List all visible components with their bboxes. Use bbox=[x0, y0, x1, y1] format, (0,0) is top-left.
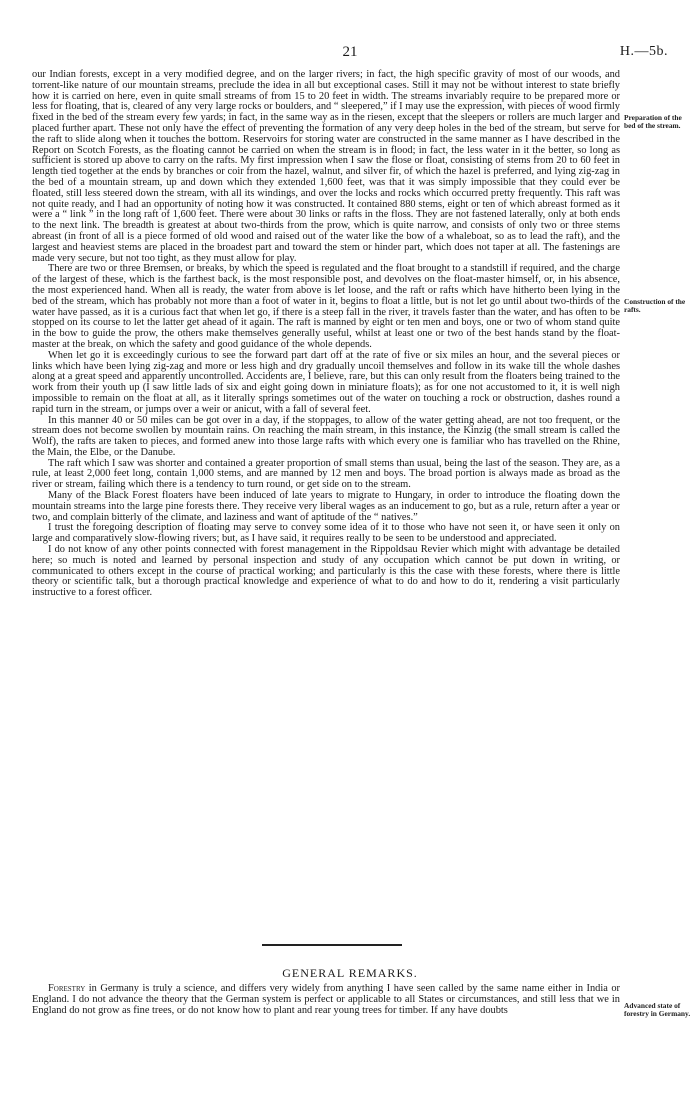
body-text bbox=[32, 70, 620, 599]
section-heading: GENERAL REMARKS. bbox=[282, 966, 418, 980]
paragraph: When let go it is exceedingly curious to see the forward part dart off at the rate of five or six miles an hour, and the several pieces or links which have been lying zig-zag and more or less high and dry gradually uncoil themselves and follow in its wake till the whole dashes along at a great speed and apparently uncontrolled. Accidents are, I believe, rare, but this can only result from the floaters being trained to the work from their youth up (I saw little lads of six and eight going down in miniature floats); as for one not accustomed to it, it is well nigh impossible to remain on the float at all, as it literally springs sometimes out of the water on touching a rock or obstruction, dashes round a rapid turn in the stream, or jumps over a weir or anicut, with a fall of several feet. bbox=[32, 349, 621, 415]
paragraph: In this manner 40 or 50 miles can be got over in a day, if the stoppages, to allow of the water getting ahead, are not too frequent, or the stream does not become swollen by mountain rains. On reaching the main stream, in this instance, the Kinzig (the small stream is called the Wolf), the rafts are taken to pieces, and formed anew into those large rafts with which every one is familiar who has travelled on the Rhine, the Main, the Elbe, or the Danube. bbox=[32, 414, 620, 458]
side-note-construction: Construction of the rafts. bbox=[624, 297, 686, 314]
paragraph: I do not know of any other points connected with forest management in the Rippoldsau Revier which might with advantage be detailed here; so much is noted and learned by personal inspection and study of any occupation which cannot be put down in writing, or communicated to others except in the course of practical working; and particularly is this the case with these forests, where there is little theory or scientific talk, but a thorough practical knowledge and experience of what to do and how to do it, rendering a visit particularly instructive to a forest officer. bbox=[32, 544, 620, 599]
page-number: 21 bbox=[342, 44, 358, 60]
paragraph: Many of the Black Forest floaters have been induced of late years to migrate to Hungary, in order to introduce the floating down the mountain streams into the large pine forests there. They receive very liberal wages as an inducement to go, but as a rule, return after a year or two, and complain bitterly of the climate, and laziness and want of aptitude of the “ natives.” bbox=[32, 490, 620, 523]
side-note-preparation: Preparation of the bed of the stream. bbox=[624, 113, 682, 130]
paragraph: There are two or three Bremsen, or breaks, by which the speed is regulated and the float brought to a standstill if required, and the charge of the largest of these, which is the farthest back, is the most responsible post, and devolves on the float-master himself, or, in his absence, the most experienced hand. When all is ready, the water from above is let loose, and the raft or rafts which have hitherto been lying in the bed of the stream, which has probably not more than a foot of water in it, begins to float a little, but is not let go until about two-thirds of the water have passed, as it is a curious fact that when let go, if there is a steep fall in the river, it travels faster than the water, and has often to be stopped on its course to let the latter get ahead of it again. The raft is manned by eight or ten men and boys, one or two of whom stand quite in the bow to guide the prow, the others make themselves generally useful, whilst at least one or two of the best hands stand by the float-master at the break, on which the safety and good guidance of the whole depends. bbox=[32, 263, 620, 350]
document-reference: H.—5b. bbox=[619, 44, 668, 59]
section-paragraph bbox=[32, 984, 620, 1016]
side-note-advanced: Advanced state of forestry in Germany. bbox=[624, 1001, 691, 1018]
paragraph: The raft which I saw was shorter and contained a greater proportion of small stems than usual, being the last of the season. They are, as a rule, at least 2,000 feet long, contain 1,000 stems, and are manned by 12 men and boys. The broad portion is always made as broad as the river or stream, failing which there is a tendency to turn round, or get side on to the stream. bbox=[32, 457, 620, 491]
section-text: in Germany is truly a science, and differs very widely from anything I have seen called by the same name either in India or England. I do not advance the theory that the German system is perfect or applicable to all States or circumstances, and still less that we in England do not grow as fine trees, or do not know how to plant and rear young trees for timber. If any have doubts bbox=[32, 983, 620, 1016]
paragraph: I trust the foregoing description of floating may serve to convey some idea of it to those who have not seen it, or have seen it only on large and comparatively slow-flowing rivers; but, as I have said, it requires really to be seen to be understood and appreciated. bbox=[32, 522, 620, 545]
page-header bbox=[32, 44, 668, 64]
paragraph: our Indian forests, except in a very modified degree, and on the larger rivers; in fact, the high specific gravity of most of our woods, and torrent-like nature of our mountain streams, preclude the idea in all but exceptional cases. Still it may not be without interest to state briefly how it is carried on here, even in quite small streams of from 15 to 20 feet in width. The streams invariably require to be prepared more or less for floating, that is, cleared of any very large rocks or boulders, and “ sleepered,” if I may use the expression, with pieces of wood firmly fixed in the bed of the stream every few yards; in fact, in the same way as in the riesen, except that the sleepers or rollers are much larger and placed further apart. These not only have the effect of preventing the formation of any very deep holes in the bed of the stream, but serve for the raft to slide along when it touches the bottom. Reservoirs for storing water are constructed in the same manner as I have described in the Report on Scotch Forests, as the floating cannot be carried on when the stream is in flood; in fact, the less water in it the better, so long as sufficient is stored up above to carry on the rafts. My first impression when I saw the flose or float, consisting of stems from 20 to 60 feet in length tied together at the ends by branches or coir from the hazel, walnut, and silver fir, of which the hazel is preferred, and lying zig-zag in the bed of a mountain stream, up and down which they extended 1,600 feet, was that it was simply impossible that they could ever be floated, still less steered down the stream, with all its windings, and over the locks and rocks which occurred pretty frequently. This raft was not quite ready, and I had an opportunity of noting how it was constructed. It contained 880 stems, eight or ten of which abreast formed as it were a “ link ” in the long raft of 1,600 feet. There were about 30 links or rafts in the floss. They are not fastened laterally, only at both ends to the next link. The breadth is greatest at about two-thirds from the prow, which is quite narrow, and consists of only two or three stems abreast (in front of all is a piece formed of old wood and raised out of the water like the bow of a whaleboat, so as to lead the raft), and the largest and heaviest stems are placed in the broadest part and toward the stem or hinder part, which does not taper at all. The fastenings are made very secure, but not too tight, as they must allow for play. bbox=[32, 69, 620, 264]
section-divider bbox=[262, 944, 402, 946]
lead-word: Forestry bbox=[48, 983, 86, 994]
section-body bbox=[32, 984, 620, 1016]
